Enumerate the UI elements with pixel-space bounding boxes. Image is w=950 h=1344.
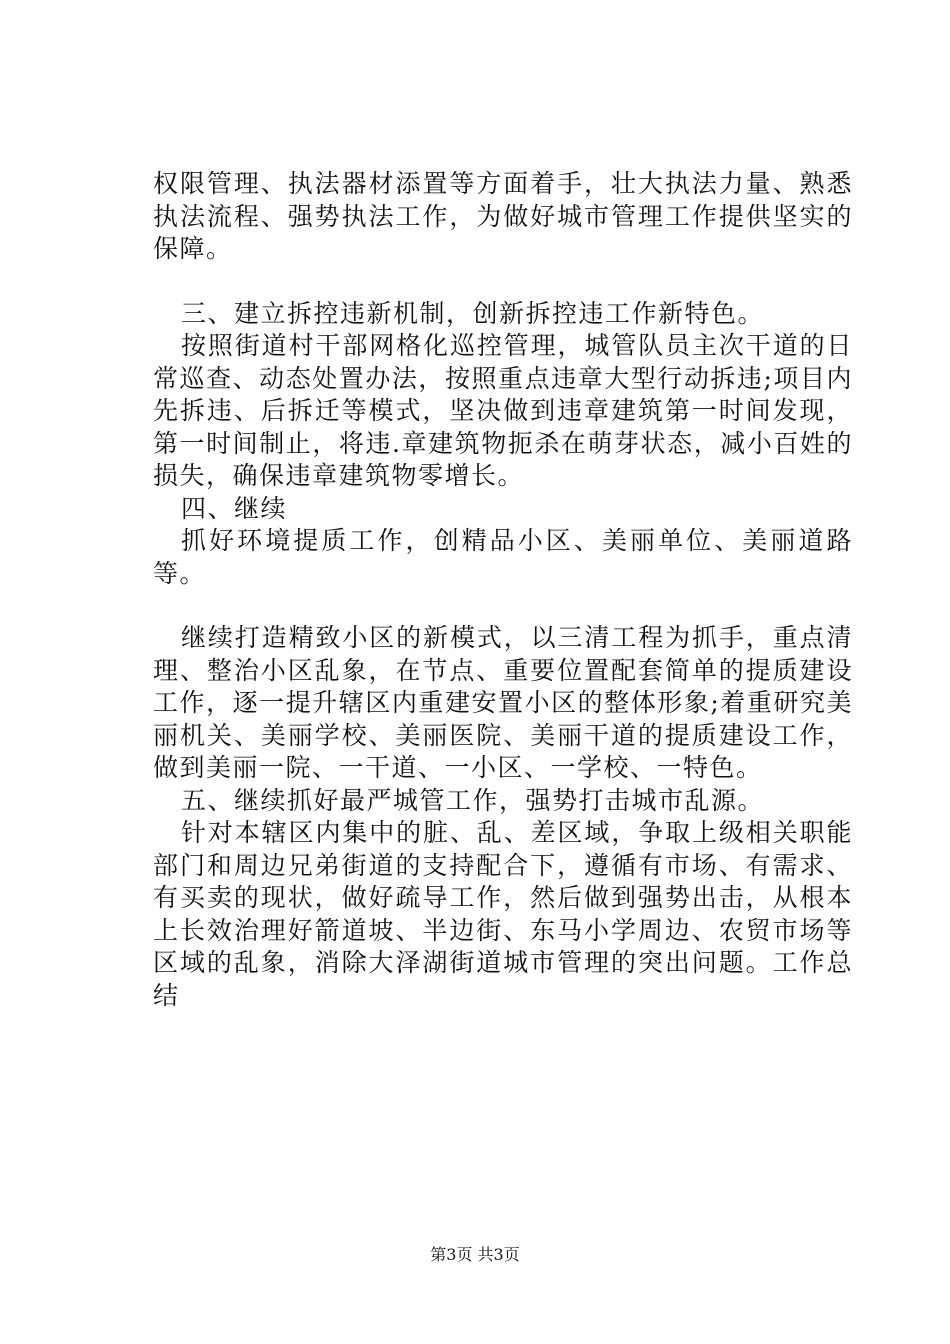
paragraph-section-3: 按照街道村干部网格化巡控管理，城管队员主次干道的日常巡查、动态处置办法，按照重点违章大型行动拆违;项目内先拆违、后拆迁等模式，坚决做到违章建筑第一时间发现，第一时间制止，将违.章建筑物扼杀在萌芽状态，减小百姓的损失，确保违章建筑物零增长。 <box>153 331 853 490</box>
section-heading-5: 五、继续抓好最严城管工作，强势打击城市乱源。 <box>181 785 765 815</box>
paragraph-section-4: 继续打造精致小区的新模式，以三清工程为抓手，重点清理、整治小区乱象，在节点、重要位置配套简单的提质建设工作，逐一提升辖区内重建安置小区的整体形象;着重研究美丽机关、美丽学校、美丽医院、美丽干道的提质建设工作，做到美丽一院、一干道、一小区、一学校、一特色。 <box>153 623 853 782</box>
paragraph-continued: 权限管理、执法器材添置等方面着手，壮大执法力量、熟悉执法流程、强势执法工作，为做好城市管理工作提供坚实的保障。 <box>153 169 853 263</box>
section-heading-4: 四、继续 <box>181 493 288 523</box>
paragraph-section-5: 针对本辖区内集中的脏、乱、差区域，争取上级相关职能部门和周边兄弟街道的支持配合下，遵循有市场、有需求、有买卖的现状，做好疏导工作，然后做到强势出击，从根本上长效治理好箭道坡、半边街、东马小学周边、农贸市场等区域的乱象，消除大泽湖街道城市管理的突出问题。工作总结 <box>153 818 853 1010</box>
section-heading-4-cont: 抓好环境提质工作，创精品小区、美丽单位、美丽道路等。 <box>153 526 853 588</box>
section-heading-3: 三、建立拆控违新机制，创新拆控违工作新特色。 <box>181 298 765 328</box>
document-body <box>153 168 853 1012</box>
page-number-footer: 第3页 共3页 <box>430 1245 520 1264</box>
